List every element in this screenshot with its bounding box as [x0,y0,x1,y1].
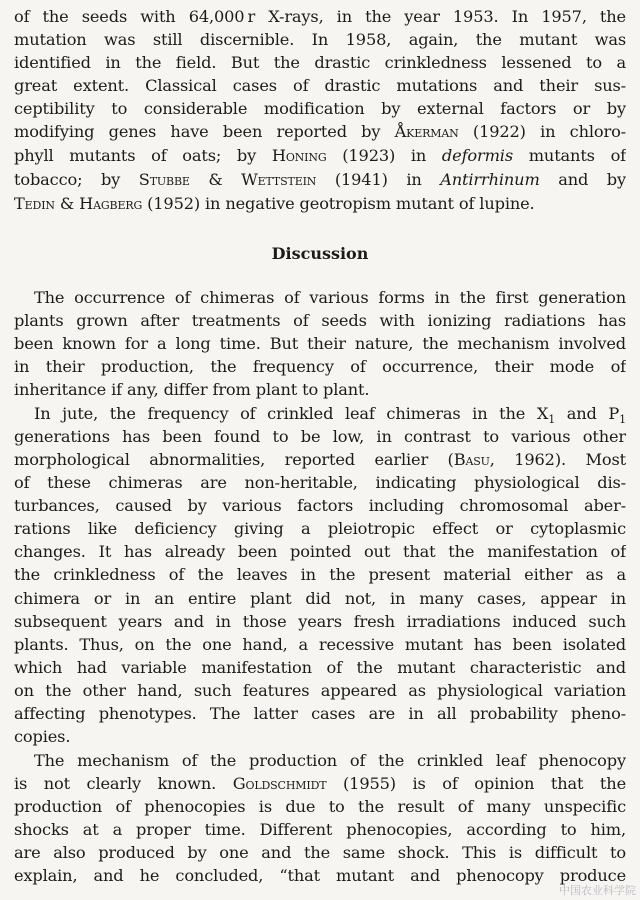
author-name: Stubbe & Wettstein [138,170,317,189]
text-line: of the seeds with 64,000 r X-rays, in the year 1953. In 1957, the [14,7,626,26]
text-span: (1922) in chloro- [458,122,626,141]
text-line: affecting phenotypes. The latter cases are in all probability pheno- [14,704,626,723]
text-span: and P [555,404,620,423]
author-name: Goldschmidt [232,774,327,793]
text-span: (1955) is of opinion that the [326,774,626,793]
text-line: subsequent years and in those years fresh irradiations induced such [14,612,626,631]
text-line [14,120,626,143]
subscript: 1 [619,413,626,425]
text-line [14,772,626,795]
watermark: 中国农业科学院 [559,884,636,897]
text-line [14,192,626,215]
text-span: is not clearly known. [14,774,233,793]
text-span: (1941) in [316,170,441,189]
text-line [14,144,626,167]
text-line: rations like deficiency giving a pleiotropic effect or cytoplasmic [14,519,626,538]
italic-term: Antirrhinum [440,170,540,189]
section-heading: Discussion [271,244,369,263]
subscript: 1 [548,413,556,425]
text-line: chimera or in an entire plant did not, in many cases, appear in [14,589,626,608]
text-span: tobacco; by [14,170,139,189]
italic-term: deformis [441,146,513,165]
text-span: morphological abnormalities, reported earlier ( [14,450,454,469]
author-name: Basu [453,450,490,469]
text-line: inheritance if any, differ from plant to plant. [14,380,370,399]
text-span: (1952) in negative geotropism mutant of lupine. [142,194,535,213]
text-line: of these chimeras are non-heritable, indicating physiological dis- [14,473,626,492]
text-line: copies. [14,727,71,746]
text-line [34,402,626,425]
text-line: ceptibility to considerable modification by external factors or by [14,99,626,118]
text-span: In jute, the frequency of crinkled leaf chimeras in the X [34,404,549,423]
text-line: the crinkledness of the leaves in the present material either as a [14,565,626,584]
text-line: turbances, caused by various factors including chromosomal aber- [14,496,626,515]
text-line: plants grown after treatments of seeds with ionizing radiations has [14,311,626,330]
text-line: plants. Thus, on the one hand, a recessive mutant has been isolated [14,635,626,654]
text-span: and by [539,170,626,189]
text-line: are also produced by one and the same shock. This is difficult to [14,843,626,862]
text-line: shocks at a proper time. Different phenocopies, according to him, [14,820,626,839]
text-span: phyll mutants of oats; by [14,146,272,165]
text-span: (1923) in [326,146,442,165]
text-line: in their production, the frequency of occurrence, their mode of [14,357,626,376]
text-line: changes. It has already been pointed out that the manifestation of [14,542,626,561]
author-name: Honing [271,146,327,165]
text-span: modifying genes have been reported by [14,122,395,141]
text-line: The mechanism of the production of the crinkled leaf phenocopy [34,751,626,770]
text-line [14,448,626,471]
text-line: which had variable manifestation of the mutant characteristic and [14,658,626,677]
text-line: on the other hand, such features appeared as physiological variation [14,681,626,700]
text-line: great extent. Classical cases of drastic mutations and their sus- [14,76,626,95]
text-line: identified in the field. But the drastic crinkledness lessened to a [14,53,626,72]
author-name: Tedin & Hagberg [14,194,143,213]
text-line: The occurrence of chimeras of various forms in the first generation [34,288,626,307]
text-line: generations has been found to be low, in contrast to various other [14,427,626,446]
text-span: , 1962). Most [489,450,626,469]
text-line [14,168,626,191]
text-line: been known for a long time. But their nature, the mechanism involved [14,334,626,353]
author-name: Åkerman [394,122,459,141]
text-line: production of phenocopies is due to the result of many unspecific [14,797,626,816]
text-line: explain, and he concluded, “that mutant and phenocopy produce [14,866,626,885]
text-line: mutation was still discernible. In 1958, again, the mutant was [14,30,626,49]
text-span: mutants of [512,146,626,165]
